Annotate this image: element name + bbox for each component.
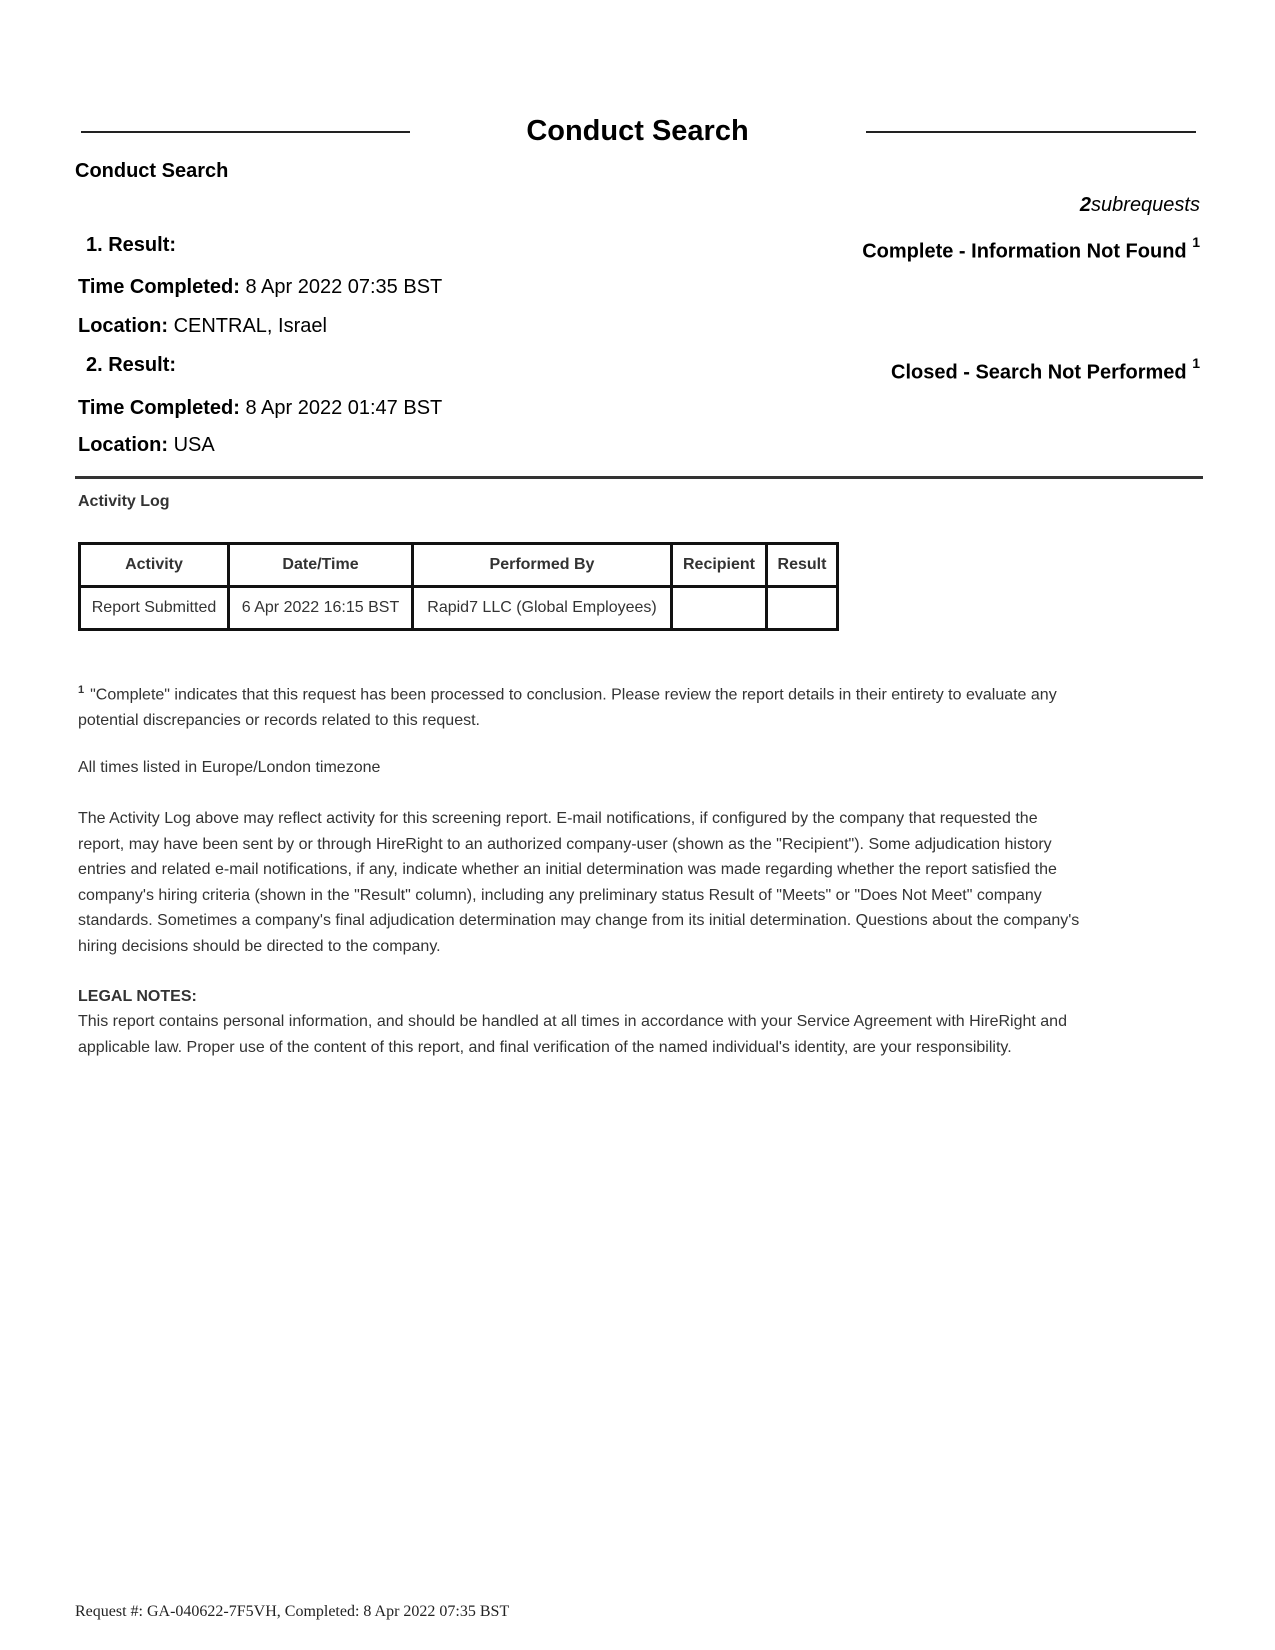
time-completed-value: 8 Apr 2022 01:47 BST xyxy=(245,397,443,419)
footnote-ref: 1 xyxy=(1192,234,1200,250)
footnote-text: "Complete" indicates that this request has been processed to conclusion. Please review the report details in their entirety to evaluate any potential discrepancies or records related to this request. xyxy=(78,686,1057,729)
result-1-status xyxy=(862,234,1200,264)
column-header-performed-by: Performed By xyxy=(413,544,672,587)
result-1-label: 1. Result: xyxy=(86,234,177,256)
time-completed-value: 8 Apr 2022 07:35 BST xyxy=(245,276,443,298)
result-2-time xyxy=(78,397,442,420)
result-1-status-text: Complete - Information Not Found xyxy=(862,240,1187,263)
subrequests-number: 2 xyxy=(1079,194,1092,216)
location-label: Location: xyxy=(78,434,168,456)
result-2-label: 2. Result: xyxy=(86,354,177,376)
subrequests-label: subrequests xyxy=(1091,194,1200,216)
location-value: CENTRAL, Israel xyxy=(173,315,327,337)
result-2-location xyxy=(78,434,215,457)
page-title: Conduct Search xyxy=(526,115,749,147)
section-title: Conduct Search xyxy=(75,160,229,182)
footnote-marker: 1 xyxy=(78,684,85,696)
column-header-result: Result xyxy=(767,544,838,587)
table-row xyxy=(80,587,838,630)
cell-datetime: 6 Apr 2022 16:15 BST xyxy=(229,587,413,630)
cell-recipient xyxy=(672,587,767,630)
timezone-note: All times listed in Europe/London timezone xyxy=(78,759,381,776)
footnote xyxy=(78,678,1088,733)
page-footer: Request #: GA-040622-7F5VH, Completed: 8 Apr 2022 07:35 BST xyxy=(75,1603,510,1620)
cell-performed-by: Rapid7 LLC (Global Employees) xyxy=(413,587,672,630)
cell-activity: Report Submitted xyxy=(80,587,229,630)
activity-log-title: Activity Log xyxy=(78,493,170,510)
activity-log-disclaimer: The Activity Log above may reflect activity for this screening report. E-mail notifications, if configured by the company that requested the report, may have been sent by or through HireRight to an authorized company-user (shown as the "Recipient"). Some adjudication history entries and related e-mail notifications, if any, indicate whether an initial determination was made regarding whether the report satisfied the company's hiring criteria (shown in the "Result" column), including any preliminary status Result of "Meets" or "Does Not Meet" company standards. Sometimes a company's final adjudication determination may change from its initial determination. Questions about the company's hiring decisions should be directed to the company. xyxy=(78,810,1080,955)
result-2-status xyxy=(891,355,1200,385)
legal-notes-text: This report contains personal information, and should be handled at all times in accordance with your Service Agreement with HireRight and applicable law. Proper use of the content of this report, and final verification of the named individual's identity, are your responsibility. xyxy=(78,1013,1067,1056)
activity-log-table xyxy=(78,542,839,631)
time-completed-label: Time Completed: xyxy=(78,276,240,298)
column-header-activity: Activity xyxy=(80,544,229,587)
column-header-datetime: Date/Time xyxy=(229,544,413,587)
result-2-status-text: Closed - Search Not Performed xyxy=(891,361,1187,384)
table-header-row xyxy=(80,544,838,587)
subrequests-count xyxy=(1080,194,1200,217)
result-1-time xyxy=(78,276,442,299)
section-divider xyxy=(75,476,1203,479)
column-header-recipient: Recipient xyxy=(672,544,767,587)
cell-result xyxy=(767,587,838,630)
location-value: USA xyxy=(173,434,215,456)
location-label: Location: xyxy=(78,315,168,337)
footnote-ref: 1 xyxy=(1192,355,1200,371)
result-1-location xyxy=(78,315,327,338)
legal-notes-heading: LEGAL NOTES: xyxy=(78,988,197,1005)
time-completed-label: Time Completed: xyxy=(78,397,240,419)
